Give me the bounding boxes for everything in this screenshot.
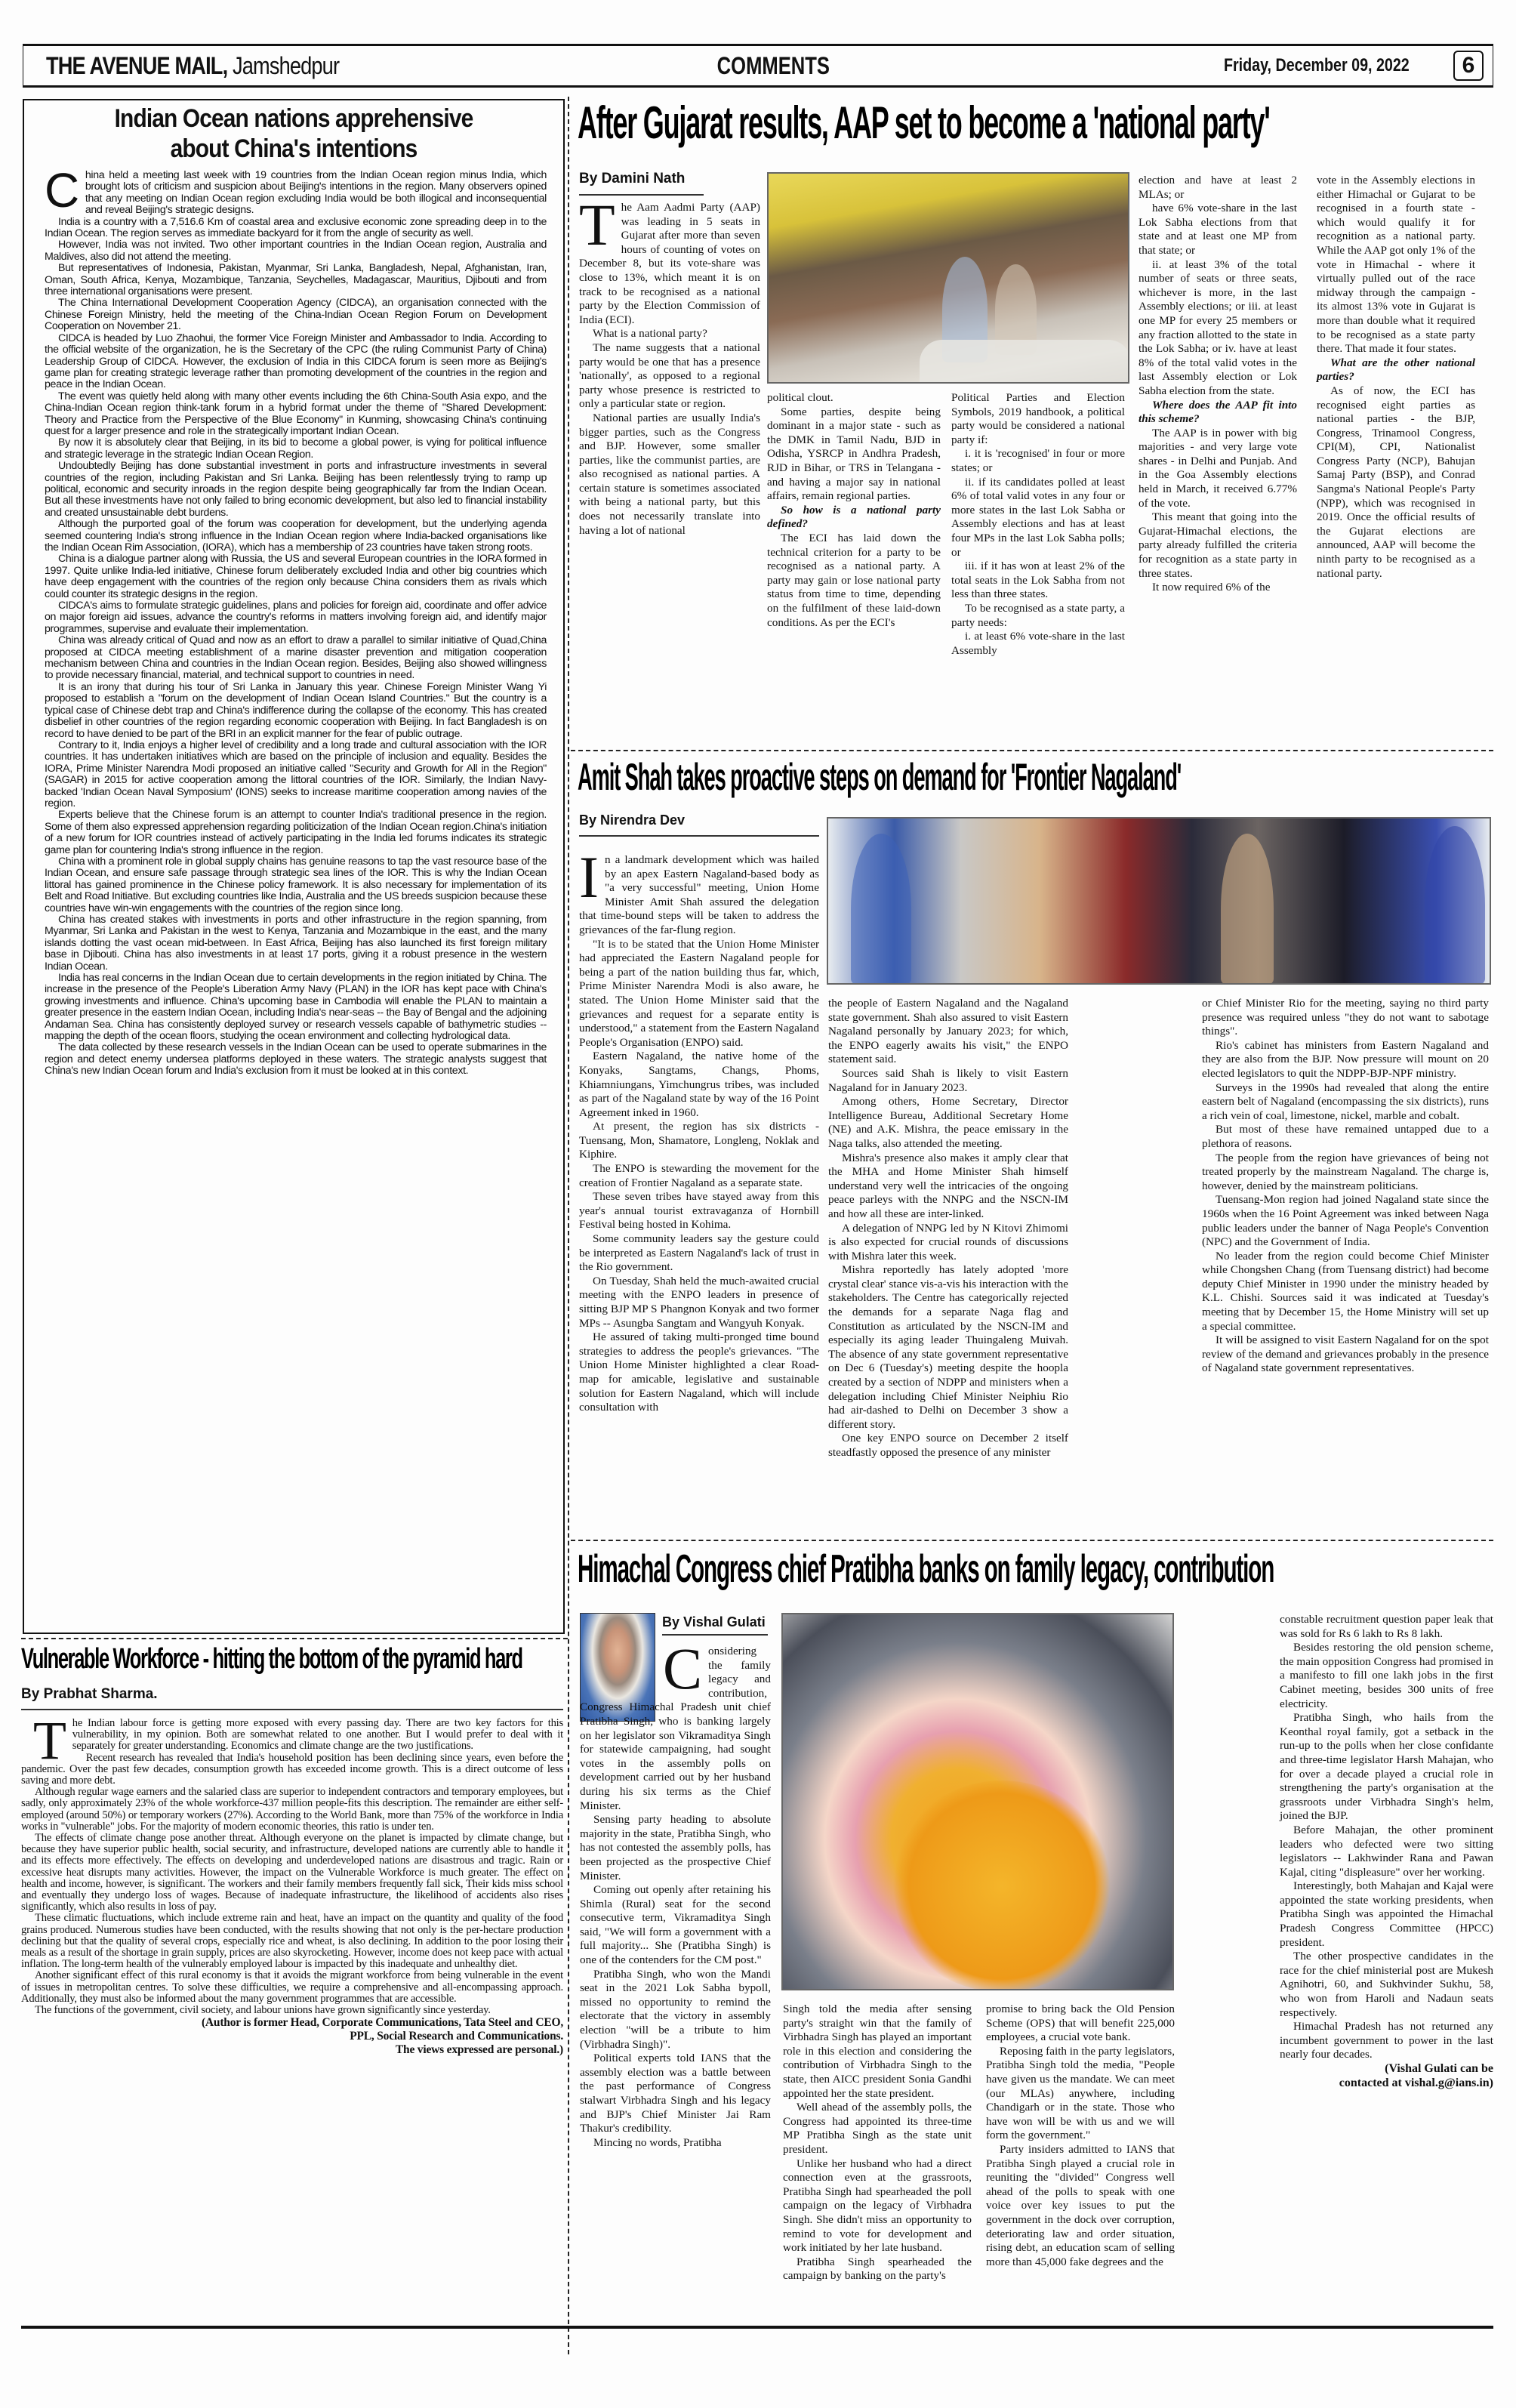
contact-note: (Vishal Gulati can be contacted at vishal.g@ians.in) (1339, 2062, 1493, 2089)
article-aap-col4: election and have at least 2 MLAs; or have 6% vote-share in the last Lok Sabha elections from that state and at least one MP from that state; or ii. at least 3% of the total number of seats or three seats, whichever is more, in the last Assembly elections; or iii. at least one MP for every 25 members or any fraction allotted to the state in the Lok Sabha; or iv. have at least 8% of the total valid votes in the last Assembly election or Lok Sabha election from the state. Where does the AAP fit into this scheme? The AAP is in power with big majorities - and very large vote shares - in Delhi and Punjab. And in the Goa Assembly elections held in March, it received 6.77% of the vote. This meant that going into the Gujarat-Himachal elections, the party already fulfilled the criteria for recognition as a state party in three states. It now required 6% of the (1139, 174, 1297, 594)
city-name: Jamshedpur (227, 51, 340, 79)
article-aap-col1: T he Aam Aadmi Party (AAP) was leading in 5 seats in Gujarat after more than seven hours of counting of votes on December 8, but its vote-share was close to 13%, which meant it is on track to be recognised as a national party by the Election Commission of India (ECI). What is a national party? The name suggests that a national party would be one that has a presence 'nationally', as opposed to a regional party whose presence is restricted to only a particular state or region. National parties are usually India's bigger parties, such as the Congress and BJP. However, some smaller parties, like the communist parties, are also recognised as national parties. A certain stature is sometimes associated with being a national party, but this does not necessarily translate into having a lot of national (579, 192, 760, 537)
byline-rule (579, 835, 819, 837)
article-nagaland-col3: or Chief Minister Rio for the meeting, saying no third party presence was required unless "they do not want to sabotage things". Rio's cabinet has ministers from Eastern Nagaland and they are also from the BJP. Now pressure will mount on 20 elected legislators to quit the NDPP-BJP-NPF ministry. Surveys in the 1990s had revealed that along the entire eastern belt of Nagaland (encompassing the six districts), runs a rich vein of coal, limestone, nickel, marble and cobalt. But most of these have remained untapped due to a plethora of reasons. The people from the region have grievances of being not treated properly by the mainstream Nagaland. The charge is, however, denied by the mainstream politicians. Tuensang-Mon region had joined Nagaland state since the 1960s when the 16 Point Agreement was inked between Naga public leaders under the banner of Naga People's Convention (NPC) and the Government of India. No leader from the region could become Chief Minister while Chongshen Chang (from Tuensang district) had become deputy Chief Minister in 1990 under the ministry headed by K.L. Chishi. Sources said it was indicated at Tuesday's meeting that by December 15, the Home Ministry will set up a special committee. It will be assigned to visit Eastern Nagaland for on the spot review of the demand and grievances probably in the presence of Nagaland state government representatives. (1202, 997, 1489, 1375)
photo-figure (1425, 826, 1485, 985)
section-title: COMMENTS (716, 51, 830, 79)
section-divider (571, 1540, 1493, 1541)
article-workforce-headline: Vulnerable Workforce - hitting the bottom of the pyramid hard (21, 1643, 522, 1675)
section-divider (21, 1638, 568, 1639)
article-himachal-byline: By Vishal Gulati (662, 1614, 766, 1629)
article-aap-col2: political clout. Some parties, despite being dominant in a major state - such as the DMK in Tamil Nadu, BJD in Odisha, YSRCP in Andhra Pradesh, RJD in Bihar, or TRS in Telangana - and having a major say in national affairs, remain regional parties. So how is a national party defined? The ECI has laid down the technical criterion for a party to be recognised as a national party. A party may gain or lose national party status from time to time, depending on the fulfilment of these laid-down conditions. As per the ECI's (767, 391, 941, 629)
byline-rule (21, 1709, 563, 1710)
article-aap-byline: By Damini Nath (579, 171, 686, 187)
vehicle-shape (920, 340, 1129, 384)
article-nagaland-col2: the people of Eastern Nagaland and the Nagaland state government. Shah also assured to visit Eastern Nagaland personally by January 2023; for which, the ENPO eagerly awaits his visit," the ENPO statement said. Sources said Shah is likely to visit Eastern Nagaland for in January 2023. Among others, Home Secretary, Director Intelligence Bureau, Additional Secretary Home (NE) and A.K. Mishra, the peace emissary in the Naga talks, also attended the meeting. Mishra's presence also makes it amply clear that the MHA and Home Minister Shah himself understand very well the intricacies of the ongoing peace parleys with the NNPG and the NSCN-IM and how all these are inter-linked. A delegation of NNPG led by N Kitovi Zhimomi is also expected for crucial rounds of discussions with Mishra later this week. Mishra reportedly has lately adopted 'more crystal clear' stance vis-a-vis his interaction with the stakeholders. The Centre has categorically rejected the demands for a separate Naga flag and Constitution as articulated by the NSCN-IM and especially its aging leader Thuingaleng Muivah. The absence of any state government representative on Dec 6 (Tuesday's) meeting despite the hoopla created by a section of NDPP and ministers when a delegation including Chief Minister Neiphiu Rio had air-dashed to Delhi on December 3 show a different story. One key ENPO source on December 2 itself steadfastly opposed the presence of any minister (828, 997, 1068, 1459)
author-note: (Author is former Head, Corporate Communications, Tata Steel and CEO, PPL, Social Research and Communications. The views expressed are personal.) (201, 2016, 563, 2057)
drop-cap: C (663, 1636, 703, 1701)
article-aap-headline: After Gujarat results, AAP set to become a 'national party' (578, 97, 1270, 148)
paper-name: THE AVENUE MAIL, Jamshedpur (46, 51, 340, 79)
issue-date: Friday, December 09, 2022 (1224, 55, 1410, 76)
article-china-box (23, 99, 565, 1634)
drop-cap: C (45, 163, 79, 217)
pratibha-singh-photo (781, 1613, 1174, 1990)
drop-cap: T (33, 1710, 66, 1771)
article-himachal-headline: Himachal Congress chief Pratibha banks on family legacy, contribution (578, 1547, 1274, 1591)
article-himachal-col2: Singh told the media after sensing party's straight win that the family of Virbhadra Singh has played an important role in this election and considering the contribution of Virbhadra Singh to the state, then AICC president Sonia Gandhi appointed her the state president. Well ahead of the assembly polls, the Congress had appointed its three-time MP Pratibha Singh as the state unit president. Unlike her husband who had a direct connection even at the grassroots, Pratibha Singh had spearheaded the poll campaign on the legacy of Virbhadra Singh. She didn't miss an opportunity to remind to vote for development and work initiated by her late husband. Pratibha Singh spearheaded the campaign by banking on the party's (783, 2003, 972, 2283)
masthead (23, 44, 1493, 88)
drop-cap: I (579, 844, 599, 910)
article-china-body: C hina held a meeting last week with 19 countries from the Indian Ocean region minus India, which brought lots of criticism and suspicion about Beijing's intentions in the region. Many observers opined that any meeting on Indian Ocean region excluding India would be both illogical and inconsequential and reveal Beijing's strategic designs. India is a country with a 7,516.6 Km of coastal area and exclusive economic zone spreading deep in to the Indian Ocean. The region serves as immediate backyard for it from the angle of security as well. However, India was not invited. Two other important countries in the Indian Ocean region, Australia and Maldives, also did not attend the meeting. But representatives of Indonesia, Pakistan, Myanmar, Sri Lanka, Bangladesh, Nepal, Afghanistan, Iran, Oman, South Africa, Kenya, Mozambique, Tanzania, Seychelles, Madagascar, Mauritius, Djibouti and from three international organisations were present. The China International Development Cooperation Agency (CIDCA), an organisation connected with the Chinese Foreign Ministry, held the meeting of the China-Indian Ocean Region Forum on Development Cooperation on November 21. CIDCA is headed by Luo Zhaohui, the former Vice Foreign Minister and Ambassador to India. According to the official website of the organization, he is the Secretary of the CPC (the ruling Communist Party of China) Leadership Group of CIDCA. However, the exclusion of India in this CIDCA forum is seen more as Beijing's game plan for creating strategic leverage rather than promoting development of the countries in the region and peace in the Indian Ocean. The event was quietly held along with many other events including the 6th China-South Asia expo, and the China-Indian Ocean region think-tank forum in a hybrid format under the theme of "Shared Development: Theory and Practice from the Perspective of the Blue Economy" in Kunming, showcasing China's continuing quest for a larger presence and role in the strategically important Indian Ocean. By now it is absolutely clear that Beijing, in its bid to become a global power, is vying for political influence and strategic leverage in the strategic Indian Ocean Region. Undoubtedly Beijing has done substantial investment in ports and infrastructure investments in several countries of the region, including Pakistan and Sri Lanka. Beijing has been relentlessly trying to ramp up political, economic and security inroads in the region despite being geographically far from the Indian Ocean. But all these investments have not only failed to bring economic development, but also led to financial instability and created unsustainable debt burdens. Although the purported goal of the forum was cooperation for development, but the underlying agenda seemed countering India's strong influence in the Indian Ocean region where India-backed organisations like the Indian Ocean Rim Association, (IORA), which has a membership of 23 countries have taken strong roots. China is a dialogue partner along with Russia, the US and several European countries in the IORA formed in 1997. Quite unlike India-led initiative, Chinese forum deliberately excluded India and other big countries which have deep engagement with the countries of the region only because China considers them as rivals which could counter its strategic designs in the region. CIDCA's aims to formulate strategic guidelines, plans and policies for foreign aid, coordinate and offer advice on major foreign aid issues, advance the country's reforms in matters involving foreign aid, and identify major programmes, supervise and evaluate their implementation. China was already critical of Quad and now as an effort to draw a parallel to similar initiative of Quad,China proposed at CIDCA meeting establishment of a marine disaster prevention and mitigation cooperation mechanism between China and countries in the Indian Ocean region. Besides, Beijing also showed willingness to provide necessary financial, material, and technical support to countries in need. It is an irony that during his tour of Sri Lanka in January this year. Chinese Foreign Minister Wang Yi proposed to establish a "forum on the development of Indian Ocean Island Countries." But the country is a typical case of Chinese debt trap and China's indifference during the collapse of the economy. This has created disbelief in other countries of the region regarding economic cooperation with Beijing. In fact Bangladesh is on record to have denied to be part of the BRI in an explicit manner for the fear of public outrage. Contrary to it, India enjoys a higher level of credibility and a long trade and cultural association with the IOR countries. It has undertaken initiatives which are based on the principle of inclusion and equality. Besides the IORA, Prime Minister Narendra Modi proposed an initiative called "Security and Growth for All in the Region" (SAGAR) in 2015 for active cooperation among the littoral countries of the IOR. Similarly, the Indian Navy-backed 'Indian Ocean Naval Symposium' (IONS) seeks to increase maritime cooperation among navies of the region. Experts believe that the Chinese forum is an attempt to counter India's traditional presence in the region. Some of them also expressed apprehension regarding politicization of the Indian Ocean region.China's initiation of a new forum for IOR countries instead of actively participating in the India led forums indicates its strategic game plan for countering India's strong influence in the region. China with a prominent role in global supply chains has genuine reasons to tap the vast resource base of the Indian Ocean, and ensure safe passage through strategic sea lines of the IOR. This is why the Indian Ocean littoral has gained prominence in the Chinese policy framework. It is also necessary for implementation of its Belt and Road Initiative. But excluding countries like India, Australia and the US breeds suspicion because these countries have win-win engagements with the countries of the region since long. China has created stakes with investments in ports and other infrastructure in the region spanning, from Myanmar, Sri Lanka and Pakistan in the west to Kenya, Tanzania and Mozambique in the east, and the many islands dotting the vast ocean mid-between. In East Africa, Beijing has also launched its first foreign military base in Djibouti. China has also investments in at least 17 ports, giving it a robust presence in the western Indian Ocean. India has real concerns in the Indian Ocean due to certain developments in the region initiated by China. The increase in the presence of the People's Liberation Army Navy (PLAN) in the IOR has kept pace with China's growing investments and influence. China's upcoming base in Cambodia will enable the PLAN to maintain a greater presence in the eastern Indian Ocean, including India's near-seas -- the Bay of Bengal and the adjoining Andaman Sea. China has consistently deployed survey or research vessels capable of bathymetric studies -- mapping the depth of the ocean floors, studying the ocean environment and collecting hydrological data. The data collected by these research vessels in the Indian Ocean can be used to operate submarines in the region and detect enemy undersea platforms deployed in these waters. The strategic analysts suggest that China's new Indian Ocean forum and India's exclusion from it must be looked at in this context. (45, 163, 547, 1078)
article-himachal-col1: C onsidering the family legacy and contribution, Congress Himachal Pradesh unit chief Pratibha Singh, who is banking largely on her legislator son Vikramaditya Singh for statewide campaigning, had sought votes in the assembly polls on development carried out by her husband during his six terms as the Chief Minister. Sensing party heading to absolute majority in the state, Pratibha Singh, who has not contested the assembly polls, has been projected as the prospective Chief Minister. Coming out openly after retaining his Shimla (Rural) seat for the second consecutive term, Vikramaditya Singh said, "We will form a government with a full majority... She (Pratibha Singh) is one of the contenders for the CM post." Pratibha Singh, who won the Mandi seat in the 2021 Lok Sabha bypoll, missed no opportunity to remind the electorate that the victory in assembly election "will be a tribute to him (Virbhadra Singh)". Political experts told IANS that the assembly election was a battle between the past performance of Congress stalwart Virbhadra Singh and his legacy and BJP's Chief Minister Jai Ram Thakur's credibility. Mincing no words, Pratibha (580, 1636, 771, 2149)
page-number: 6 (1453, 51, 1484, 81)
article-workforce-body: T he Indian labour force is getting more exposed with every passing day. There are two key factors for this vulnerability, in my opinion. Both are somewhat related to one another. But I would prefer to deal with it separately for greater understanding. Economics and climate change are the two justifications. Recent research has revealed that India's household position has been declining since years, even before the pandemic. Over the past few decades, consumption growth has exceeded income growth. This is a direct outcome of less saving and more debt. Although regular wage earners and the salaried class are superior to independent contractors and temporary employees, but sadly, only approximately 23% of the whole workforce-437 million people-fits this description. The remainder are either self-employed (around 50%) or temporary workers (27%). According to the World Bank, more than 75% of the workforce in India works in "vulnerable" jobs. For the majority of modern economic theories, this ratio is under ten. The effects of climate change pose another threat. Although everyone on the planet is impacted by climate change, but because they have superior public health, social security, and infrastructure, developed nations are currently able to handle it and its effects more effectively. The effects on developing and underdeveloped nations are disastrous and tragic. Rain or excessive heat disrupts many activities. However, the impact on the Vulnerable Workforce is much greater. The effect on health and income, however, is significant. The workers and their family members frequently fall sick, Their kids miss school and eventually they undergo loss of wages. Because of inadequate infrastructure, the likelihood of accidents also rises significantly, which also results in loss of pay. These climatic fluctuations, which include extreme rain and heat, have an impact on the quantity and quality of the food grains produced. Numerous studies have been conducted, with the results showing that not only is the per-hectare production declining but that the quality of several crops, especially rice and wheat, is also declining. In addition to the poor losing their meals as a result of the shortage in grain supply, prices are also skyrocketing. However, income does not keep pace with actual inflation. The long-term health of the vulnerably employed labour is impacted by this inadequate and unhealthy diet. Another significant effect of this rural economy is that it avoids the migrant workforce from being vulnerable in the event of issues in metropolitan centres. To solve these difficulties, we require a comprehensive and all-encompassing approach. Additionally, they must also be informed about the many government programmes that are accessible. The functions of the government, civil society, and labour unions have grown significantly since yesterday. (Author is former Head, Corporate Communications, Tata Steel and CEO, PPL, Social Research and Communications. The views expressed are personal.) (21, 1710, 563, 2057)
article-nagaland-byline: By Nirendra Dev (579, 812, 686, 828)
article-himachal-col3: promise to bring back the Old Pension Scheme (OPS) that will benefit 225,000 employees, a crucial vote bank. Reposing faith in the party legislators, Pratibha Singh told the media, "People have given us the mandate. We can meet (our MLAs) anywhere, including Chandigarh or in the state. Those who have won will be with us and we will form the government." Party insiders admitted to IANS that Pratibha Singh played a crucial role in reuniting the "divided" Congress well ahead of the polls to speak with one voice over key issues to put the government in the dock over corruption, deteriorating law and order situation, rising debt, an education scam of selling more than 45,000 fake degrees and the (986, 2003, 1175, 2268)
column-divider (568, 97, 569, 2354)
garland-shape (889, 1781, 1115, 1990)
article-nagaland-col1: I n a landmark development which was hailed by an apex Eastern Nagaland-based body as "a very successful" meeting, Union Home Minister Amit Shah assured the delegation that time-bound steps will be taken to address the grievances of the far-flung region. "It is to be stated that the Union Home Minister had appreciated the Eastern Nagaland people for being a part of the nation building thus far, which, Prime Minister Narendra Modi is also aware, he stated. The Union Home Minister said that the grievances and request for a separate entity is understood," a statement from the Eastern Nagaland People's Organisation (ENPO) said. Eastern Nagaland, the native home of the Konyaks, Sangtams, Changs, Phoms, Khiamniungans, Yimchungrus tribes, was included as part of the Nagaland state by way of the 16 Point Agreement inked in 1960. At present, the region has six districts - Tuensang, Mon, Shamatore, Longleng, Noklak and Kiphire. The ENPO is stewarding the movement for the creation of Frontier Nagaland as a separate state. These seven tribes have stayed away from this year's annual tourist extravaganza of Hornbill Festival being hosted in Kohima. Some community leaders say the gesture could be interpreted as Eastern Nagaland's lack of trust in the Rio government. On Tuesday, Shah held the much-awaited crucial meeting with the ENPO leaders in presence of sitting BJP MP S Phangnon Konyak and two former MPs -- Asungba Sangtam and Wangyuh Konyak. He assured of taking multi-pronged time bound strategies to address the people's grievances. "The Union Home Minister highlighted a clear Road-map for amicable, legislative and sustainable solution for Eastern Nagaland, which will include consultation with (579, 844, 819, 1414)
article-aap-col3: Political Parties and Election Symbols, 2019 handbook, a political party would be considered a national party if: i. it is 'recognised' in four or more states; or ii. if its candidates polled at least 6% of total valid votes in any four or more states in the last Lok Sabha or Assembly elections and has at least four MPs in the last Lok Sabha polls; or iii. if it has won at least 2% of the total seats in the Lok Sabha from not less than three states. To be recognised as a state party, a party needs: i. at least 6% vote-share in the last Assembly (951, 391, 1125, 657)
article-himachal-col4: constable recruitment question paper leak that was sold for Rs 6 lakh to Rs 8 lakh. Besides restoring the old pension scheme, the main opposition Congress had promised in a manifesto to fill one lakh jobs in the first Cabinet meeting, besides 300 units of free electricity. Pratibha Singh, who hails from the Keonthal royal family, got a setback in the run-up to the polls when her close confidante and three-time legislator Harsh Mahajan, who for over a decade played a crucial role in strengthening the party's organisation at the grassroots under Virbhadra Singh's helm, joined the BJP. Before Mahajan, the other prominent leaders who defected were two sitting legislators -- Lakhwinder Rana and Pawan Kajal, citing "displeasure" over her working. Interestingly, both Mahajan and Kajal were appointed the state working presidents, when Pratibha Singh was appointed the Himachal Pradesh Congress Committee (HPCC) president. The other prospective candidates in the race for the chief ministerial post are Mukesh Agnihotri, 60, and Sukhvinder Sukhu, 58, who won from Haroli and Nadaun seats respectively. Himachal Pradesh has not returned any incumbent government to power in the last nearly four decades. (Vishal Gulati can be contacted at vishal.g@ians.in) (1280, 1613, 1493, 2089)
drop-cap: T (579, 192, 615, 257)
photo-figure (851, 834, 911, 985)
nagaland-delegation-photo (827, 817, 1491, 985)
article-nagaland-headline: Amit Shah takes proactive steps on demand for 'Frontier Nagaland' (578, 756, 1182, 798)
aap-rally-photo (767, 172, 1129, 384)
article-workforce-byline: By Prabhat Sharma. (21, 1686, 158, 1702)
bottom-rule (21, 2326, 1493, 2329)
photo-figure (1221, 834, 1274, 985)
section-divider (571, 750, 1493, 751)
article-china-headline: Indian Ocean nations apprehensive about China's intentions (114, 104, 473, 163)
article-aap-col5: vote in the Assembly elections in either Himachal or Gujarat to be recognised in a fourth state - which would qualify it for recognition as a national party. While the AAP got only 1% of the vote in Himachal - where it virtually pulled out of the race midway through the campaign - its almost 13% vote in Gujarat is more than double what it required to be recognised as a state party there. That made it four states. What are the other national parties? As of now, the ECI has recognised eight parties as national parties - the BJP, Congress, Trinamool Congress, CPI(M), CPI, Nationalist Congress Party (NCP), Bahujan Samaj Party (BSP), and Conrad Sangma's National People's Party (NPP), which was recognised in 2019. Once the official results of the Gujarat elections are announced, AAP will become the ninth party to be recognised as a national party. (1317, 174, 1475, 580)
